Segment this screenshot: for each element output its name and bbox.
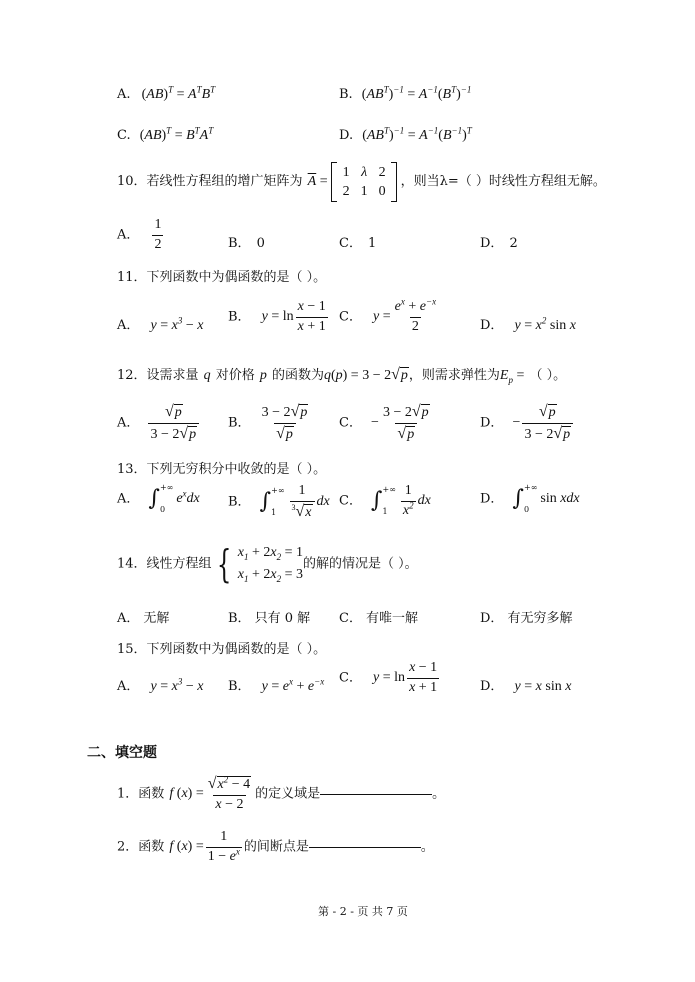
q12-option-a: A． √ p 3 − 2 √ p bbox=[117, 404, 201, 442]
q13-option-c: C． ∫ +∞ 1 $\frac{1}{x^2}$ dx bbox=[339, 483, 431, 518]
q13-option-b: B． ∫ +∞ 1 1 $^3$√ x dx bbox=[228, 483, 330, 520]
formula: $(AB^T)^{-1} = A^{-1}(B^T)^{-1}$ bbox=[361, 84, 472, 102]
q11-option-b: B． y = ln $\frac{x - 1}{x + 1}$ bbox=[228, 299, 326, 334]
q11-option-d: D． $y = x^2$ sin x bbox=[480, 315, 576, 333]
question-11: 11．下列函数中为偶函数的是（ ）。 bbox=[117, 270, 327, 285]
q10-option-d: D． 2 bbox=[480, 236, 518, 251]
q12-option-c: C． − 3 − 2 √ p √ p bbox=[339, 403, 429, 442]
q10-option-a: A． $\frac{1}{2}$ bbox=[117, 217, 162, 252]
formula: $(AB)^T = A^TB^T$ bbox=[141, 84, 216, 102]
question-12: 12．设需求量 q 对价格 p 的函数为q(p) = 3 − 2 √ p ，则需求弹性为$E_p$ = （ ）。 bbox=[117, 366, 567, 385]
q14-option-c: C． 有唯一解 bbox=[339, 611, 418, 626]
question-15: 15．下列函数中为偶函数的是（ ）。 bbox=[117, 642, 327, 657]
answer-blank[interactable] bbox=[309, 847, 421, 848]
q9-option-c: C. $(AB)^T = B^TA^T$ bbox=[117, 125, 214, 143]
question-13: 13．下列无穷积分中收敛的是（ ）。 bbox=[117, 462, 327, 477]
answer-blank[interactable] bbox=[320, 794, 432, 795]
q15-option-c: C． y = ln $\frac{x - 1}{x + 1}$ bbox=[339, 660, 438, 695]
q15-option-b: B． $y = e^x + e^{-x}$ bbox=[228, 676, 325, 694]
augmented-matrix: $\overline{A}$ = 1 λ 2 2 1 0 bbox=[308, 174, 401, 189]
q15-option-a: A． $y = x^3 - x$ bbox=[117, 676, 204, 694]
q13-option-a: A． ∫ +∞ 0 $e^xdx$ bbox=[117, 483, 200, 514]
q14-option-b: B． 只有 0 解 bbox=[228, 611, 311, 626]
q10-option-b: B． 0 bbox=[228, 236, 265, 251]
q11-option-a: A． $y = x^3 - x$ bbox=[117, 315, 204, 333]
q12-option-d: D． − √ p 3 − 2 √ p bbox=[480, 404, 575, 442]
q15-option-d: D． y = x sin x bbox=[480, 679, 572, 694]
q14-option-a: A． 无解 bbox=[117, 611, 170, 626]
formula: $(AB)^T = B^TA^T$ bbox=[139, 125, 214, 143]
formula: $(AB^T)^{-1} = A^{-1}(B^{-1})^T$ bbox=[362, 125, 472, 143]
page-footer: 第 - 2 - 页 共 7 页 bbox=[318, 905, 408, 918]
q9-option-d: D. $(AB^T)^{-1} = A^{-1}(B^{-1})^T$ bbox=[339, 125, 472, 143]
fill-question-2: 2．函数 f (x) = $\frac{1}{1 - e^x}$ 的间断点是 。 bbox=[117, 829, 434, 864]
question-10: 10．若线性方程组的增广矩阵为 $\overline{A}$ = 1 λ 2 2 1 0 ，则当λ=（ ）时线性方程组无解。 bbox=[117, 162, 606, 202]
section-heading: 二、填空题 bbox=[87, 745, 157, 761]
q9-option-a: A. $(AB)^T = A^TB^T$ bbox=[117, 84, 216, 102]
q13-option-d: D． ∫ +∞ 0 sin xdx bbox=[480, 483, 580, 514]
question-14: 14．线性方程组 { $x_1 + 2x_2 = 1$ $x_1 + 2x_2 = 3$ 的解的情况是（ ）。 bbox=[117, 542, 418, 586]
fraction: $\frac{1}{2}$ bbox=[154, 217, 162, 252]
q10-option-c: C． 1 bbox=[339, 236, 377, 251]
q14-option-d: D． 有无穷多解 bbox=[480, 611, 573, 626]
q11-option-c: C． y = $\frac{e^x + e^{-x}}{2}$ bbox=[339, 296, 437, 334]
q12-option-b: B． 3 − 2 √ p √ p bbox=[228, 403, 308, 442]
fill-question-1: 1．函数 f (x) = √ $x^2 - 4$ x − 2 的定义域是 。 bbox=[117, 774, 446, 812]
q9-option-b: B. $(AB^T)^{-1} = A^{-1}(B^T)^{-1}$ bbox=[339, 84, 472, 102]
